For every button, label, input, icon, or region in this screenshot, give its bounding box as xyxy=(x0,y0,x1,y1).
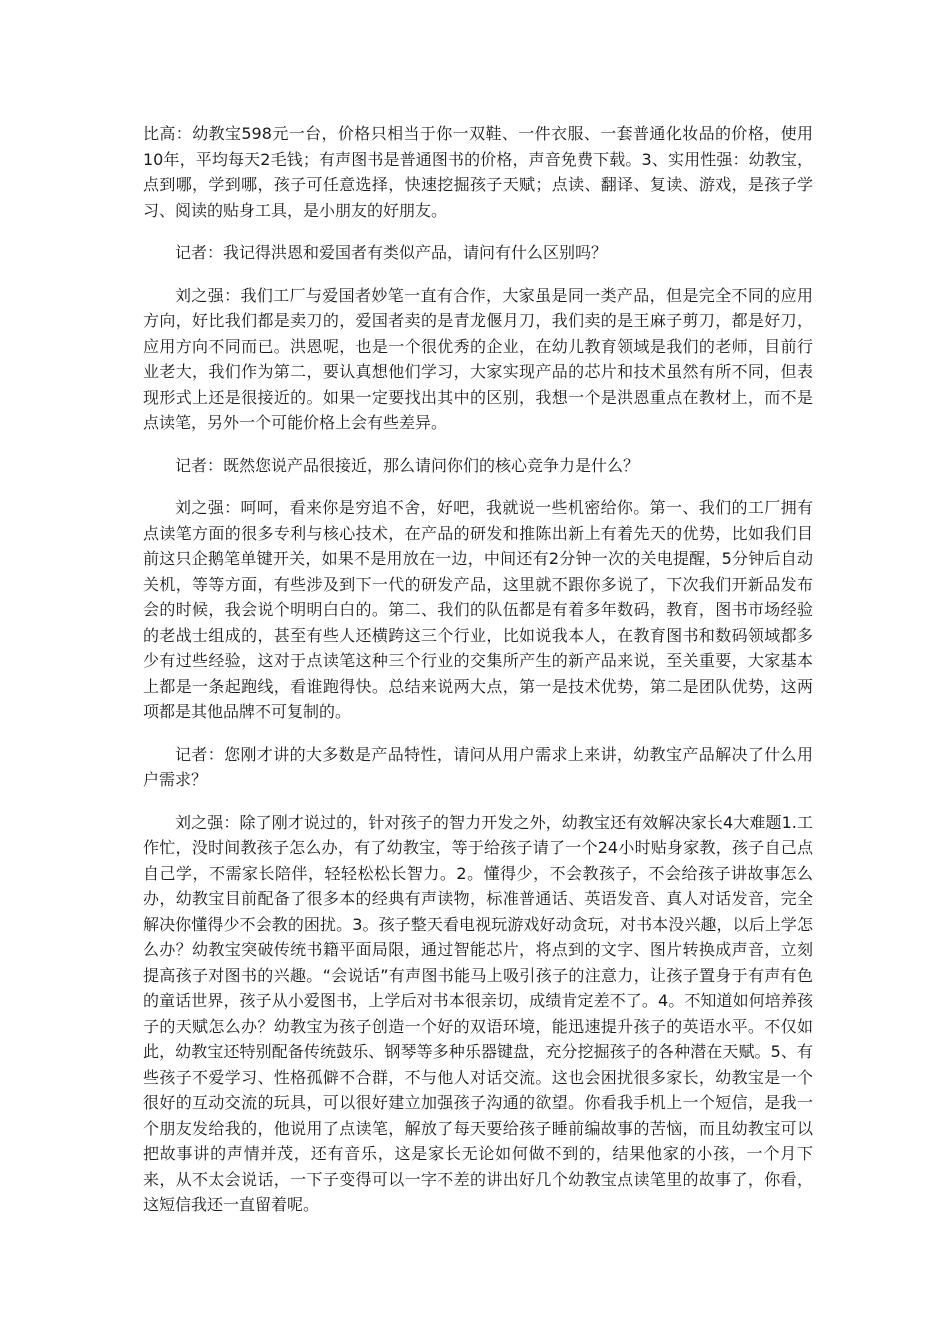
paragraph-reporter-question-3: 记者：您刚才讲的大多数是产品特性，请问从用户需求上来讲，幼教宝产品解决了什么用户需求？ xyxy=(143,744,813,789)
paragraph-reporter-question-2: 记者：既然您说产品很接近，那么请问你们的核心竞争力是什么？ xyxy=(175,455,640,475)
document-page xyxy=(143,121,813,1235)
paragraph-answer-2: 刘之强：呵呵，看来你是穷追不舍，好吧，我就说一些机密给你。第一、我们的工厂拥有点读笔方面的很多专利与核心技术，在产品的研发和推陈出新上有着先天的优势，比如我们目前这只企鹅笔单键开关，如果不是用放在一边，中间还有2分钟一次的关电提醒，5分钟后自动关机，等等方面，有些涉及到下一代的研发产品，这里就不跟你多说了，下次我们开新品发布会的时候，我会说个明明白白的。第二、我们的队伍都是有着多年数码，教育，图书市场经验的老战士组成的，甚至有些人还横跨这三个行业，比如说我本人，在教育图书和数码领域都多少有过些经验，这对于点读笔这种三个行业的交集所产生的新产品来说，至关重要，大家基本上都是一条起跑线，看谁跑得快。总结来说两大点，第一是技术优势，第二是团队优势，这两项都是其他品牌不可复制的。 xyxy=(143,498,813,721)
paragraph-answer-1: 刘之强：我们工厂与爱国者妙笔一直有合作，大家虽是同一类产品，但是完全不同的应用方向，好比我们都是卖刀的，爱国者卖的是青龙偃月刀，我们卖的是王麻子剪刀，都是好刀，应用方向不同而已。洪恩呢，也是一个很优秀的企业，在幼儿教育领域是我们的老师，目前行业老大，我们作为第二，要认真想他们学习，大家实现产品的芯片和技术虽然有所不同，但表现形式上还是很接近的。如果一定要找出其中的区别，我想一个是洪恩重点在教材上，而不是点读笔，另外一个可能价格上会有些差异。 xyxy=(143,285,813,432)
paragraph-reporter-question-1: 记者：我记得洪恩和爱国者有类似产品，请问有什么区别吗？ xyxy=(175,243,608,262)
paragraph-answer-3: 刘之强：除了刚才说过的，针对孩子的智力开发之外，幼教宝还有效解决家长4大难题1.工作忙，没时间教孩子怎么办，有了幼教宝，等于给孩子请了一个24小时贴身家教，孩子自己点自己学，不需家长陪伴，轻轻松松长智力。2。懂得少，不会教孩子，不会给孩子讲故事怎么办，幼教宝目前配备了很多本的经典有声读物，标准普通话、英语发音、真人对话发音，完全解决你懂得少不会教的困扰。3。孩子整天看电视玩游戏好动贪玩，对书本没兴趣，以后上学怎么办？幼教宝突破传统书籍平面局限，通过智能芯片，将点到的文字、图片转换成声音，立刻提高孩子对图书的兴趣。“会说话”有声图书能马上吸引孩子的注意力，让孩子置身于有声有色的童话世界，孩子从小爱图书，上学后对书本很亲切，成绩肯定差不了。4。不知道如何培养孩子的天赋怎么办？幼教宝为孩子创造一个好的双语环境，能迅速提升孩子的英语水平。不仅如此，幼教宝还特别配备传统鼓乐、钢琴等多种乐器键盘，充分挖掘孩子的各种潜在天赋。5、有些孩子不爱学习、性格孤僻不合群，不与他人对话交流。这也会困扰很多家长，幼教宝是一个很好的互动交流的玩具，可以很好建立加强孩子沟通的欲望。你看我手机上一个短信，是我一个朋友发给我的，他说用了点读笔，解放了每天要给孩子睡前编故事的苦恼，而且幼教宝可以把故事讲的声情并茂，还有音乐，这是家长无论如何做不到的，结果他家的小孩，一个月下来，从不太会说话，一下子变得可以一字不差的讲出好几个幼教宝点读笔里的故事了，你看，这短信我还一直留着呢。 xyxy=(143,812,813,1214)
paragraph-continuation: 比高：幼教宝598元一台，价格只相当于你一双鞋、一件衣服、一套普通化妆品的价格，使用10年，平均每天2毛钱；有声图书是普通图书的价格，声音免费下载。3、实用性强：幼教宝，点到哪，学到哪，孩子可任意选择，快速挖掘孩子天赋；点读、翻译、复读、游戏，是孩子学习、阅读的贴身工具，是小朋友的好朋友。 xyxy=(143,124,813,220)
